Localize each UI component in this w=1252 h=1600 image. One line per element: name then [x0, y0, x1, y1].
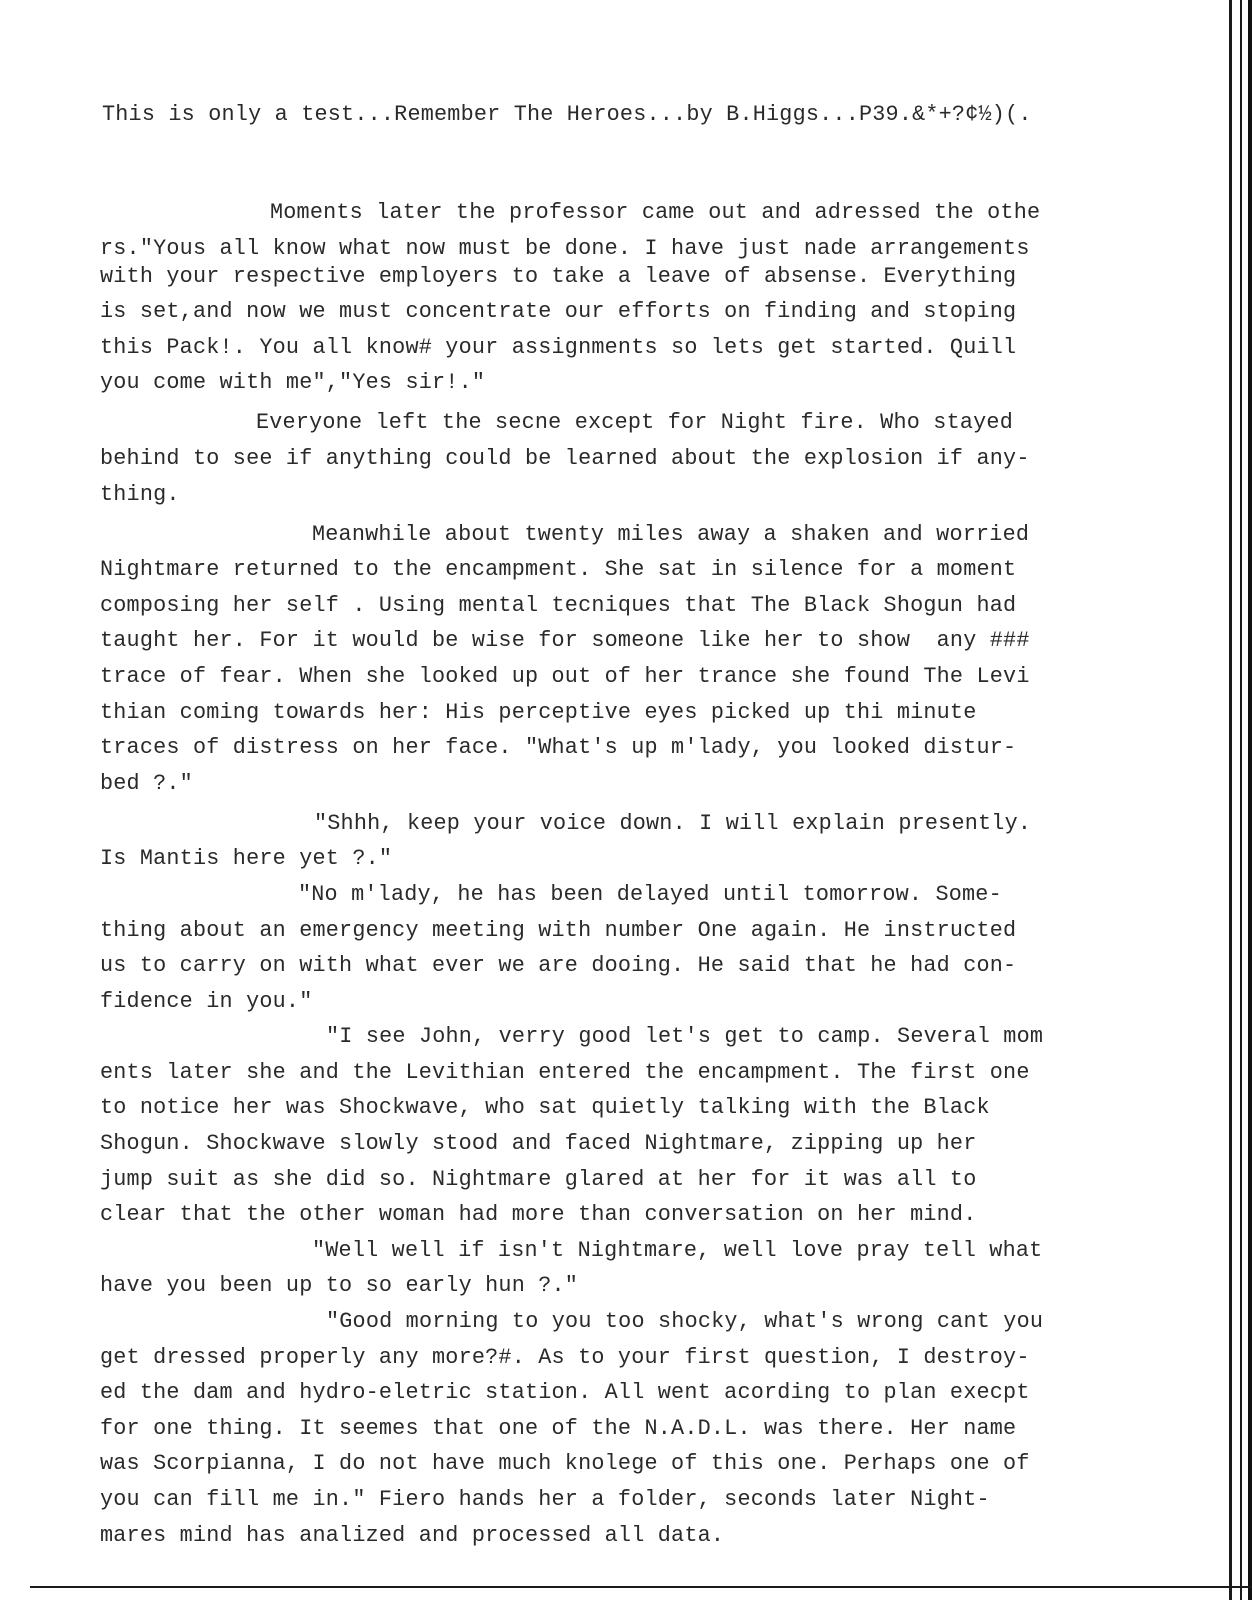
text-line: for one thing. It seemes that one of the N.A.D.L. was there. Her name — [100, 1415, 1017, 1441]
text-line: Moments later the professor came out and adressed the othe — [270, 200, 1041, 225]
text-line: thian coming towards her: His perceptive eyes picked up thi minute — [100, 699, 977, 725]
text-line: rs."Yous all know what now must be done. I have just nade arrangements — [100, 235, 1030, 261]
text-line: "Shhh, keep your voice down. I will explain presently. — [314, 810, 1032, 836]
text-line: thing about an emergency meeting with number One again. He instructed — [100, 917, 1017, 943]
text-line: Nightmare returned to the encampment. She sat in silence for a moment — [100, 557, 1017, 583]
text-line: "Good morning to you too shocky, what's wrong cant you — [326, 1309, 1044, 1335]
scan-edge-right-outer — [1248, 0, 1252, 1600]
text-line: you come with me","Yes sir!." — [100, 370, 486, 396]
text-line: to notice her was Shockwave, who sat quietly talking with the Black — [100, 1095, 990, 1121]
text-line: composing her self . Using mental tecniques that The Black Shogun had — [100, 592, 1017, 618]
text-line: get dressed properly any more?#. As to your first question, I destroy- — [100, 1344, 1030, 1370]
text-line: trace of fear. When she looked up out of her trance she found The Levi — [100, 663, 1030, 689]
text-line: Is Mantis here yet ?." — [100, 846, 393, 872]
text-line: ents later she and the Levithian entered the encampment. The first one — [100, 1059, 1030, 1085]
text-line: is set,and now we must concentrate our efforts on finding and stoping — [100, 299, 1017, 325]
text-line: clear that the other woman had more than conversation on her mind. — [100, 1202, 977, 1228]
text-line: thing. — [100, 481, 180, 507]
text-line: was Scorpianna, I do not have much knolege of this one. Perhaps one of — [100, 1451, 1030, 1477]
text-line: have you been up to so early hun ?." — [100, 1273, 579, 1299]
text-line: you can fill me in." Fiero hands her a folder, seconds later Night- — [100, 1487, 990, 1512]
text-line: Everyone left the secne except for Night fire. Who stayed — [256, 410, 1013, 436]
text-line: ed the dam and hydro-eletric station. All went acording to plan execpt — [100, 1380, 1030, 1406]
scan-edge-right — [1229, 0, 1242, 1600]
story-body — [100, 195, 1140, 1553]
text-line: Meanwhile about twenty miles away a shaken and worried — [312, 521, 1030, 547]
text-line: Shogun. Shockwave slowly stood and faced Nightmare, zipping up her — [100, 1131, 977, 1157]
text-line: mares mind has analized and processed all data. — [100, 1522, 725, 1548]
text-line: fidence in you." — [100, 988, 313, 1014]
text-line: "I see John, verry good let's get to camp. Several mom — [326, 1024, 1044, 1050]
text-line: "No m'lady, he has been delayed until tomorrow. Some- — [298, 881, 1002, 907]
text-line: taught her. For it would be wise for someone like her to show any ### — [100, 628, 1030, 654]
text-line: jump suit as she did so. Nightmare glared at her for it was all to — [100, 1166, 977, 1192]
text-line: with your respective employers to take a leave of absense. Everything — [100, 263, 1017, 289]
text-line: "Well well if isn't Nightmare, well love pray tell what — [312, 1237, 1043, 1263]
text-line: this Pack!. You all know# your assignments so lets get started. Quill — [100, 334, 1017, 360]
text-line: behind to see if anything could be learned about the explosion if any- — [100, 445, 1030, 471]
text-line: bed ?." — [100, 770, 193, 796]
scan-edge-bottom — [30, 1586, 1252, 1588]
text-line: traces of distress on her face. "What's up m'lady, you looked distur- — [100, 735, 1017, 761]
page-header: This is only a test...Remember The Heroes...by B.Higgs...P39.&*+?¢½)(. — [102, 102, 1032, 127]
text-line: us to carry on with what ever we are dooing. He said that he had con- — [100, 953, 1017, 979]
